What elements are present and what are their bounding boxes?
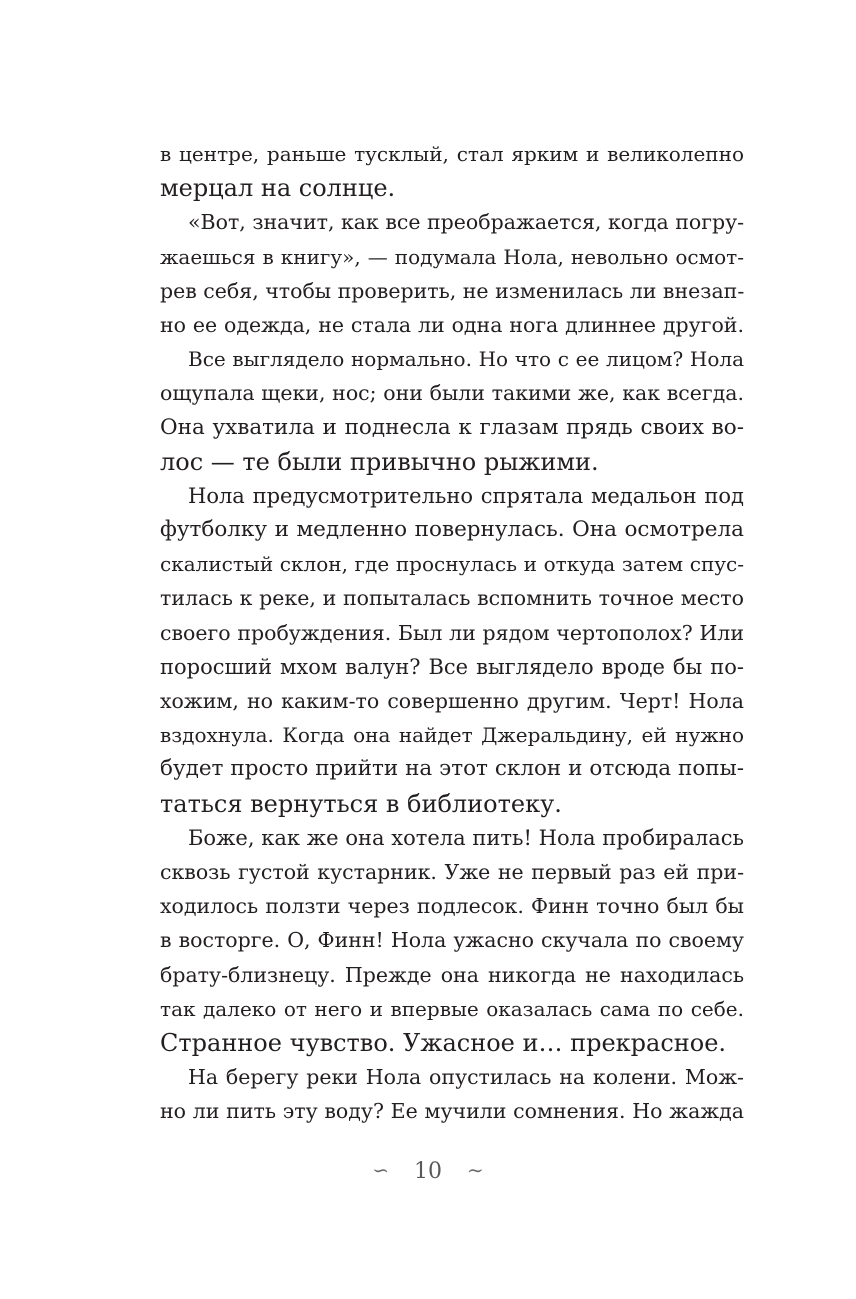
text-line: будет просто прийти на этот склон и отсюда попы- [160,756,744,782]
text-line: Нола предусмотрительно спрятала медальон под [188,483,744,508]
text-line: На берегу реки Нола опустилась на колени. Мож- [188,1065,744,1090]
right-swash-ornament: ∼ [467,1158,484,1182]
text-line: футболку и медленно повернулась. Она осмотрела [160,517,744,543]
text-line: Боже, как же она хотела пить! Нола пробиралась [188,825,744,850]
text-line: сквозь густой кустарник. Уже не первый раз ей при- [160,859,744,884]
text-line: но ее одежда, не стала ли одна нога длиннее другой. [160,312,744,337]
text-line: Она ухватила и поднесла к глазам прядь своих во- [160,414,744,440]
text-line: в центре, раньше тусклый, стал ярким и великолепно [160,142,744,166]
text-line: скалистый склон, где проснулась и откуда затем спус- [160,552,744,577]
text-line: жаешься в книгу», — подумала Нола, невольно осмот- [160,244,744,269]
text-line: так далеко от него и впервые оказалась сама по себе. [160,996,744,1021]
page-folio [0,1158,856,1184]
text-line: рев себя, чтобы проверить, не изменилась ли внезап- [160,278,745,303]
text-line: таться вернуться в библиотеку. [160,789,562,818]
text-line: вздохнула. Когда она найдет Джеральдину, ей нужно [160,723,744,748]
text-line: в восторге. О, Финн! Нола ужасно скучала по своему [160,928,744,953]
page-number: 10 [414,1159,442,1184]
text-line: хожим, но каким-то совершенно другим. Черт! Нола [160,689,744,713]
left-swash-ornament: ∽ [372,1158,389,1182]
text-line: Странное чувство. Ужасное и… прекрасное. [160,1028,727,1057]
text-line: поросший мхом валун? Все выглядело вроде бы по- [160,654,744,679]
text-line: Все выглядело нормально. Но что с ее лицом? Нола [188,347,744,372]
text-line: ходилось ползти через подлесок. Финн точно был бы [160,894,744,919]
text-line: мерцал на солнце. [160,174,396,203]
text-line: ощупала щеки, нос; они были такими же, как всегда. [160,381,744,406]
text-line: но ли пить эту воду? Ее мучили сомнения. Но жажда [160,1099,744,1124]
text-line: своего пробуждения. Был ли рядом чертополох? Или [160,620,744,645]
text-line: брату-близнецу. Прежде она никогда не находилась [160,962,744,987]
text-line: тилась к реке, и попыталась вспомнить точное место [160,586,744,611]
text-line: «Вот, значит, как все преображается, когда погру- [188,210,745,235]
body-text [160,137,744,1128]
text-line: лос — те были привычно рыжими. [160,447,599,476]
